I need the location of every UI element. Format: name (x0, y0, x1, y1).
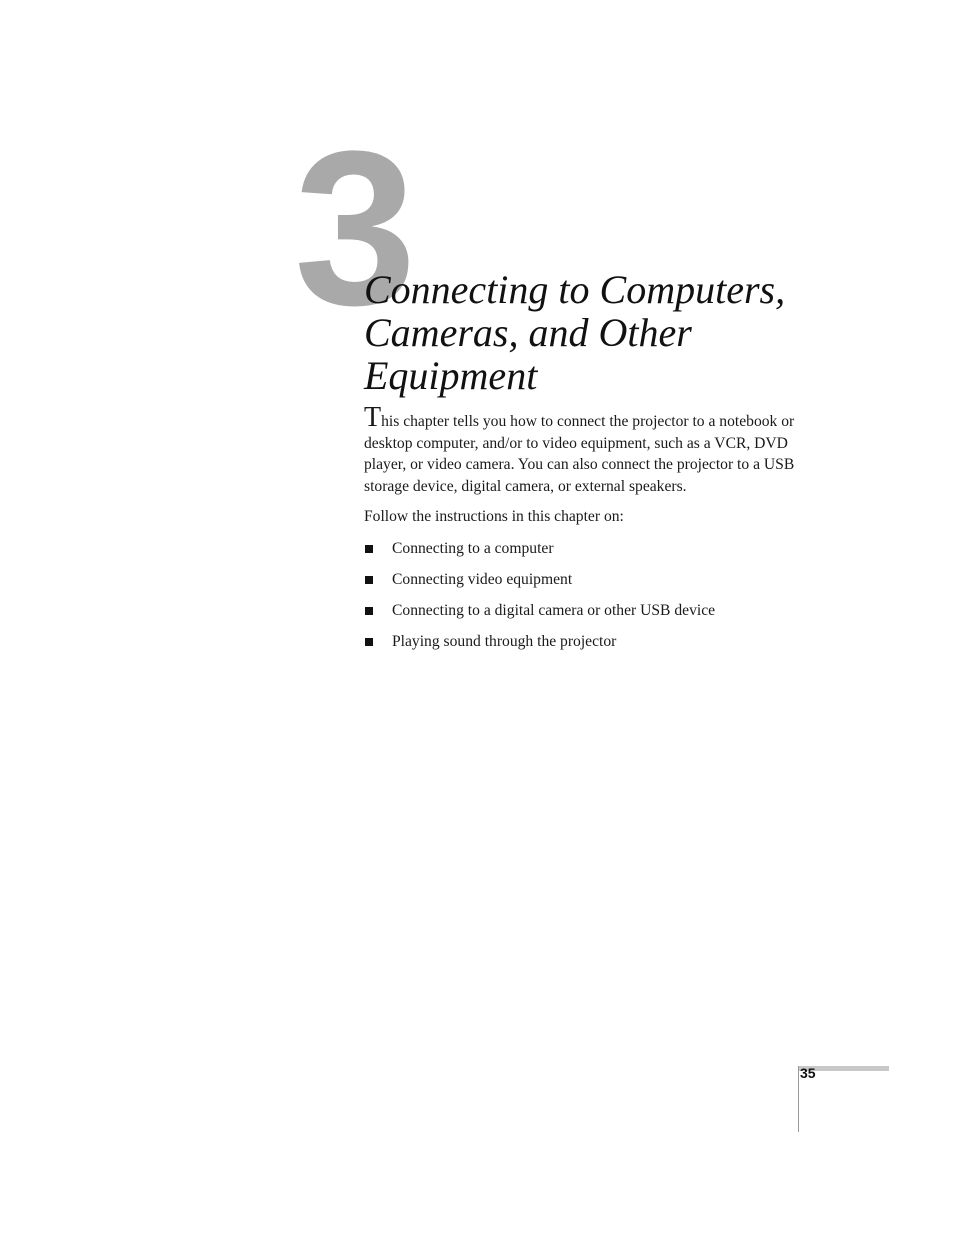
intro-text: his chapter tells you how to connect the projector to a notebook or desktop computer, and/or to video equipment, such as a VCR, DVD player, or video camera. You can also connect the projector to a USB storage device, digital camera, or external speakers. (364, 413, 795, 495)
list-item-label: Playing sound through the projector (392, 632, 617, 650)
list-item (364, 569, 834, 591)
chapter-title-line: Connecting to Computers, (364, 267, 786, 312)
square-bullet-icon (365, 545, 373, 553)
list-item (364, 600, 834, 622)
lead-sentence: Follow the instructions in this chapter on: (364, 508, 624, 526)
chapter-body (364, 402, 834, 662)
list-item (364, 538, 834, 560)
list-item-label: Connecting video equipment (392, 570, 573, 588)
chapter-title-line: Cameras, and Other (364, 310, 692, 355)
square-bullet-icon (365, 638, 373, 646)
chapter-title (364, 268, 884, 397)
list-item (364, 631, 834, 653)
list-item-label: Connecting to a computer (392, 539, 554, 557)
page-number: 35 (800, 1065, 816, 1081)
square-bullet-icon (365, 576, 373, 584)
topic-list (364, 538, 834, 653)
drop-cap: T (364, 402, 382, 433)
intro-paragraph (364, 402, 834, 497)
chapter-title-line: Equipment (364, 353, 538, 398)
chapter-number: 3 (294, 105, 413, 351)
square-bullet-icon (365, 607, 373, 615)
list-item-label: Connecting to a digital camera or other USB device (392, 601, 716, 619)
page-number-rule (798, 1066, 799, 1132)
